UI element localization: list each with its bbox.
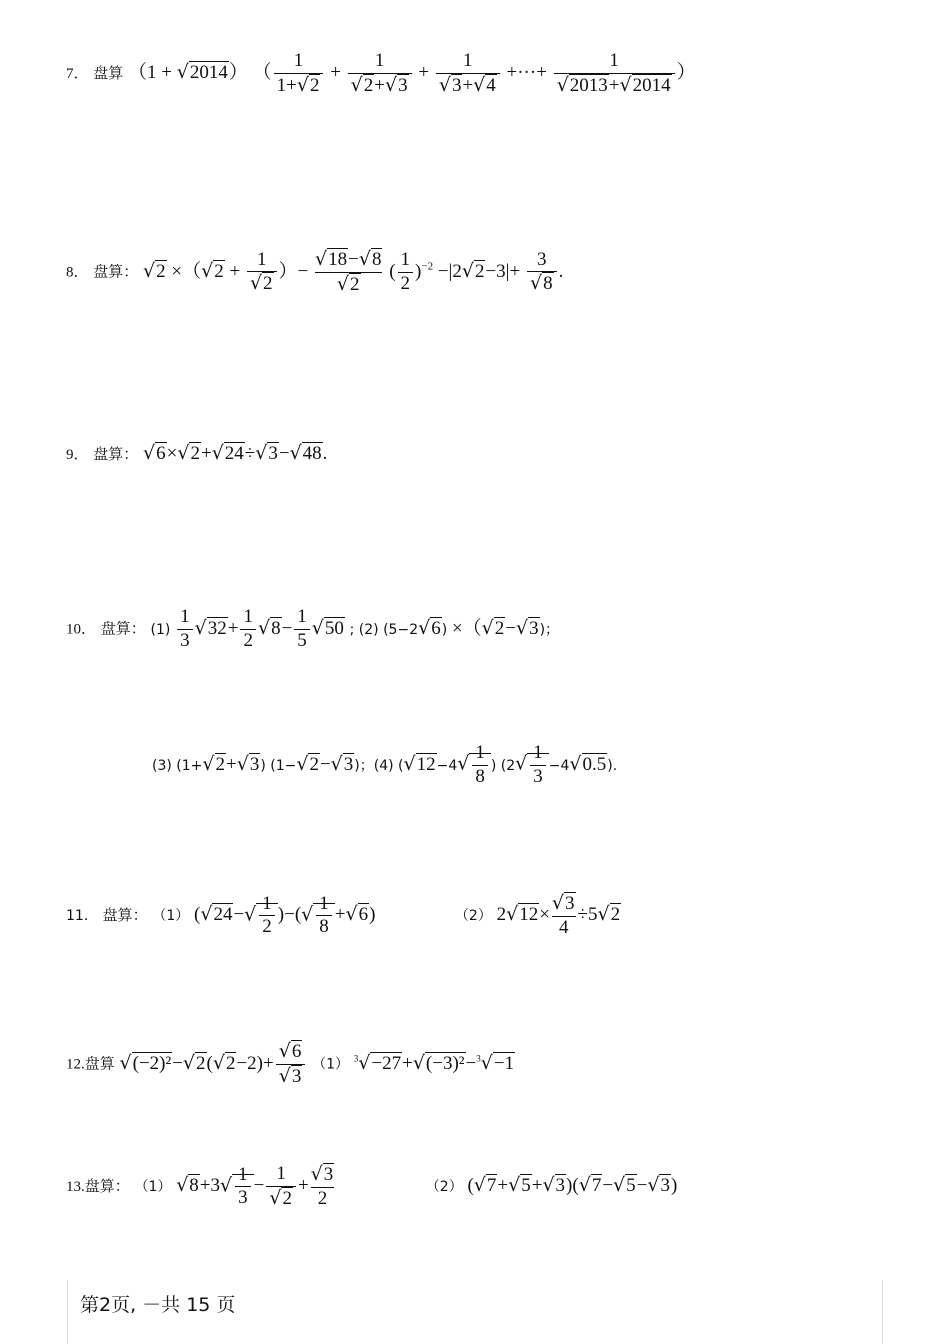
- problem-label: 盘算：: [93, 445, 139, 463]
- problem-number: 8．: [66, 264, 89, 281]
- math-expression: (1) $\frac{1}{3}$ √32+ $\frac{1}{2}$ √8− $\frac{1}{5}$ √50 ; (2) (5−2√6) ×（√2−√3)；: [150, 606, 560, 651]
- math-expression: 2√12× $\frac{√3}{4}$ ÷5√2: [496, 892, 621, 938]
- problem-label: 盘算：: [100, 619, 146, 638]
- problem-label: 盘算: [84, 1054, 115, 1073]
- problem-number: 13.: [66, 1179, 85, 1196]
- math-expression: √6×√2+√24÷√3−√48.: [143, 442, 328, 464]
- problem-number: 12.: [66, 1056, 85, 1073]
- problem-label: 盘算：: [102, 906, 148, 925]
- problem-label: 盘算：: [84, 1177, 130, 1196]
- math-expression: √8+3√ $\frac{1}{3}$ − $\frac{1}{√2}$ + $\frac{√3}{2}$: [176, 1163, 334, 1209]
- problem-number: 7．: [66, 66, 89, 83]
- problem-label: 盘算: [93, 64, 124, 83]
- math-expression: （1 + √2014） （ $\frac{1}{1+√2}$ + $\frac{1}{√2+√3}$ + $\frac{1}{√3+√4}$ +···+ $\frac{1}{√2013+√2014}$ ）: [128, 50, 696, 96]
- math-expression: $^3$√−27+√(−3)²−$^3$√−1: [353, 1051, 515, 1074]
- problem-number: 11．: [66, 908, 98, 925]
- part-label: （1）: [134, 1179, 172, 1196]
- problem-11: [66, 892, 621, 940]
- part-label: （1）: [152, 908, 190, 925]
- math-expression: (√24−√ $\frac{1}{2}$ )−(√ $\frac{1}{8}$ +√6): [194, 892, 381, 938]
- problem-8: [66, 248, 563, 297]
- part-label: （2）: [425, 1179, 463, 1196]
- problem-13: [66, 1163, 677, 1211]
- part-label: （1）: [312, 1056, 350, 1073]
- footer-divider-right: [882, 1280, 883, 1344]
- problem-label: 盘算：: [93, 262, 139, 281]
- problem-7: [66, 50, 696, 98]
- problem-10: [66, 606, 559, 653]
- math-expression: (3) (1+√2+√3) (1−√2−√3)；(4) (√12−4√ $\frac{1}{8}$ ) (2√ $\frac{1}{3}$ −4√0.5).: [152, 742, 618, 787]
- problem-9: [66, 442, 327, 465]
- math-expression: √2 ×（√2 + $\frac{1}{√2}$ ）− $\frac{√18-√8}{√2}$ ( $\frac{1}{2}$ )$^{-2}$ −|2√2−3|+ $\frac{3}{√8}$ .: [143, 248, 564, 295]
- problem-10-cont: [152, 742, 617, 789]
- problem-number: 9．: [66, 447, 89, 463]
- problem-number: 10．: [66, 621, 97, 638]
- problem-12: [66, 1040, 515, 1089]
- footer-divider-left: [67, 1280, 68, 1344]
- page-footer: 第2页, －共 15 页: [80, 1294, 236, 1316]
- part-label: （2）: [454, 908, 492, 925]
- math-expression: (√7+√5+√3)(√7−√5−√3): [467, 1174, 678, 1197]
- math-expression: √(−2)²−√2(√2−2)+ $\frac{√6}{√3}$: [120, 1053, 313, 1074]
